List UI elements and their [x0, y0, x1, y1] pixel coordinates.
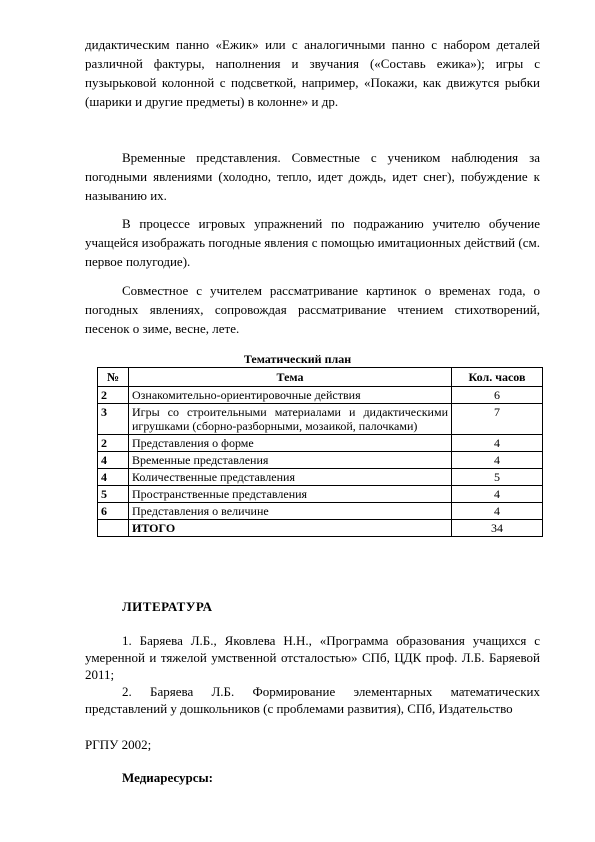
row-topic: Игры со строительными материалами и дидактическими игрушками (сборно-разборными, мозаикой, палочками) — [129, 404, 452, 435]
row-number: 6 — [98, 503, 129, 520]
paragraph-time-concepts: Временные представления. Совместные с учеником наблюдения за погодными явлениями (холодно, тепло, идет дождь, идет снег), побуждение к называнию их. — [85, 150, 540, 203]
media-resources-heading: Медиаресурсы: — [122, 770, 213, 785]
row-topic: Пространственные представления — [129, 486, 452, 503]
literature-item-2-tail: РГПУ 2002; — [85, 737, 152, 752]
table-row — [98, 404, 543, 435]
row-topic: Представления о величине — [129, 503, 452, 520]
row-number: 4 — [98, 452, 129, 469]
table-row — [98, 435, 543, 452]
table-row — [98, 486, 543, 503]
row-hours: 4 — [452, 435, 543, 452]
row-hours: 6 — [452, 387, 543, 404]
row-number: 5 — [98, 486, 129, 503]
total-label: ИТОГО — [129, 520, 452, 537]
literature-item-2: 2. Баряева Л.Б. Формирование элементарных математических представлений у дошкольников (с проблемами развития), СПб, Издательство — [85, 684, 540, 716]
paragraph-game-exercises: В процессе игровых упражнений по подражанию учителю обучение учащейся изображать погодные явления с помощью имитационных действий (см. первое полугодие). — [85, 216, 540, 269]
row-number: 2 — [98, 387, 129, 404]
row-hours: 4 — [452, 486, 543, 503]
thematic-plan-table — [97, 367, 543, 537]
row-number: 3 — [98, 404, 129, 435]
table-row — [98, 387, 543, 404]
row-hours: 4 — [452, 452, 543, 469]
row-number: 2 — [98, 435, 129, 452]
row-topic: Представления о форме — [129, 435, 452, 452]
header-number: № — [98, 368, 129, 387]
row-hours: 4 — [452, 503, 543, 520]
header-hours: Кол. часов — [452, 368, 543, 387]
row-hours: 7 — [452, 404, 543, 435]
row-topic: Количественные представления — [129, 469, 452, 486]
table-title: Тематический план — [243, 352, 352, 366]
table-header-row — [98, 368, 543, 387]
table-row — [98, 452, 543, 469]
row-topic: Ознакомительно-ориентировочные действия — [129, 387, 452, 404]
literature-heading: ЛИТЕРАТУРА — [122, 599, 213, 614]
row-hours: 5 — [452, 469, 543, 486]
header-topic: Тема — [129, 368, 452, 387]
row-number: 4 — [98, 469, 129, 486]
table-total-row — [98, 520, 543, 537]
literature-item-1: 1. Баряева Л.Б., Яковлева Н.Н., «Программа образования учащихся с умеренной и тяжелой умственной отсталостью» СПб, ЦДК проф. Л.Б. Баряевой 2011; — [85, 633, 540, 682]
paragraph-seasons-pictures: Совместное с учителем рассматривание картинок о временах года, о погодных явлениях, сопровождая рассматривание чтением стихотворений, песенок о зиме, весне, лете. — [85, 283, 540, 336]
total-number-cell — [98, 520, 129, 537]
row-topic: Временные представления — [129, 452, 452, 469]
table-row — [98, 469, 543, 486]
paragraph-didactic-games: дидактическим панно «Ежик» или с аналогичными панно с набором деталей различной фактуры, наполнения и звучания («Составь ежика»); игры с пузырьковой колонной с подсветкой, например, «Покажи, как движутся рыбки (шарики и другие предметы) в колонне» и др. — [85, 37, 540, 109]
total-hours: 34 — [452, 520, 543, 537]
table-row — [98, 503, 543, 520]
